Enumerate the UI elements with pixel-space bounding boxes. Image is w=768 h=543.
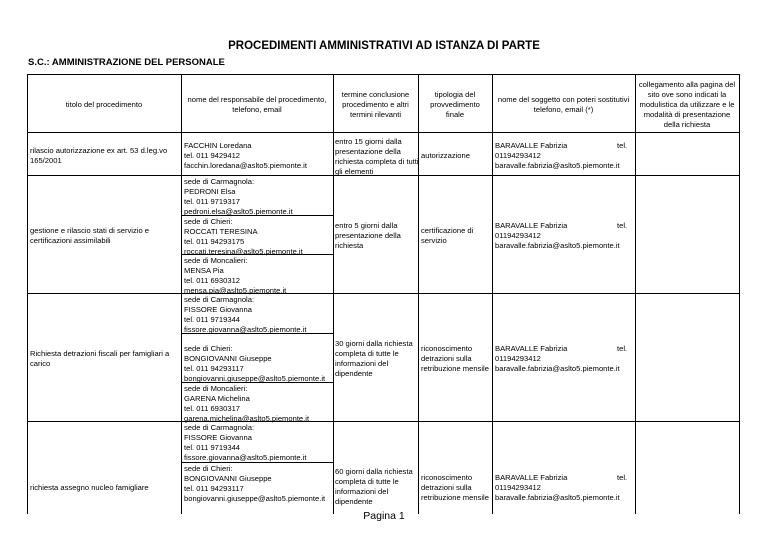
header-title: titolo del procedimento	[65, 100, 143, 109]
row2-type: certificazione di servizio	[421, 226, 474, 245]
row3-resp-carmagnola: sede di Carmagnola: FISSORE Giovanna tel. 011 9719344 fissore.giovanna@aslto5.piemonte.it	[184, 295, 307, 334]
grid-line	[635, 74, 636, 514]
grid-line	[27, 74, 740, 75]
row3-term: 30 giorni dalla richiesta completa di tutte le informazioni del dipendente	[335, 339, 413, 378]
row4-resp-chieri: sede di Chieri: BONGIOVANNI Giuseppe tel. 011 94293117 bongiovanni.giuseppe@aslto5.piemonte.it	[184, 464, 326, 503]
row3-resp-moncalieri: sede di Moncalieri: GARENA Michelina tel. 011 6930317 garena.michelina@aslto5.piemonte.it	[184, 384, 310, 423]
section-subtitle: S.C.: AMMINISTRAZIONE DEL PERSONALE	[28, 57, 225, 68]
header-link: collegamento alla pagina del sito ove sono indicati la modulistica da utilizzare e le modalità di presentazione della richiesta	[638, 80, 736, 129]
page-title: PROCEDIMENTI AMMINISTRATIVI AD ISTANZA DI PARTE	[228, 40, 540, 52]
row2-resp-moncalieri: sede di Moncalieri: MENSA Pia tel. 011 6930312 mensa.pia@aslto5.piemonte.it	[184, 256, 287, 295]
header-substitute: nome del soggetto con poteri sostitutivi telefono, email (*)	[497, 95, 630, 114]
grid-line	[27, 74, 28, 514]
grid-line	[492, 74, 493, 514]
header-responsible: nome del responsabile del procedimento, telefono, email	[187, 95, 327, 114]
row3-type: riconoscimento detrazioni sulla retribuzione mensile	[421, 344, 489, 373]
header-term: termine conclusione procedimento e altri termini rilevanti	[341, 90, 410, 119]
grid-line	[739, 74, 740, 514]
row4-substitute-name: BARAVALLE Fabrizia	[495, 473, 568, 482]
row1-responsible: FACCHIN Loredana tel. 011 9429412 facchin.loredana@aslto5.piemonte.it	[184, 141, 307, 170]
grid-line	[181, 74, 182, 514]
grid-line	[27, 293, 740, 294]
row2-substitute-name: BARAVALLE Fabrizia	[495, 221, 568, 230]
grid-line	[27, 132, 740, 133]
page-footer: Pagina 1	[363, 510, 405, 522]
row1-substitute-name: BARAVALLE Fabrizia	[495, 141, 568, 150]
row3-substitute-contact: 01194293412 baravalle.fabrizia@aslto5.piemonte.it	[495, 354, 620, 373]
header-type: tipologia del provvedimento finale	[430, 90, 480, 119]
row3-title: Richiesta detrazioni fiscali per famigliari a carico	[30, 349, 170, 368]
row2-resp-chieri: sede di Chieri: ROCCATI TERESINA tel. 011 94293175 roccati.teresina@aslto5.piemonte.it	[184, 217, 303, 256]
row3-substitute-name: BARAVALLE Fabrizia	[495, 344, 568, 353]
row4-resp-carmagnola: sede di Carmagnola: FISSORE Giovanna tel. 011 9719344 fissore.giovanna@aslto5.piemonte.it	[184, 423, 307, 462]
row3-resp-chieri: sede di Chieri: BONGIOVANNI Giuseppe tel. 011 94293117 bongiovanni.giuseppe@aslto5.piemonte.it	[184, 344, 326, 383]
row4-substitute-tel: tel.	[617, 473, 628, 482]
row4-title: richiesta assegno nucleo famigliare	[30, 483, 149, 492]
row2-resp-carmagnola: sede di Carmagnola: PEDRONI Elsa tel. 011 9719317 pedroni.elsa@aslto5.piemonte.it	[184, 177, 293, 216]
row4-substitute-contact: 01194293412 baravalle.fabrizia@aslto5.piemonte.it	[495, 483, 620, 502]
procedures-table	[27, 74, 740, 514]
row2-substitute-tel: tel.	[617, 221, 628, 230]
row2-title: gestione e rilascio stati di servizio e certificazioni assimilabili	[30, 226, 150, 245]
row1-substitute-tel: tel.	[617, 141, 628, 150]
row2-term: entro 5 giorni dalla presentazione della richiesta	[335, 221, 401, 250]
row4-term: 60 giorni dalla richiesta completa di tutte le informazioni del dipendente	[335, 467, 413, 506]
row1-substitute-contact: 01194293412 baravalle.fabrizia@aslto5.piemonte.it	[495, 151, 620, 170]
row4-type: riconoscimento detrazioni sulla retribuzione mensile	[421, 473, 489, 502]
grid-line	[333, 74, 334, 514]
row2-substitute-contact: 01194293412 baravalle.fabrizia@aslto5.piemonte.it	[495, 231, 620, 250]
grid-line	[27, 421, 740, 422]
row1-term: entro 15 giorni dalla presentazione della richiesta completa di tutti gli elementi	[335, 137, 419, 176]
row1-type: autorizzazione	[421, 151, 470, 160]
row3-substitute-tel: tel.	[617, 344, 628, 353]
row1-title: rilascio autorizzazione ex art. 53 d.leg.vo 165/2001	[30, 146, 168, 165]
